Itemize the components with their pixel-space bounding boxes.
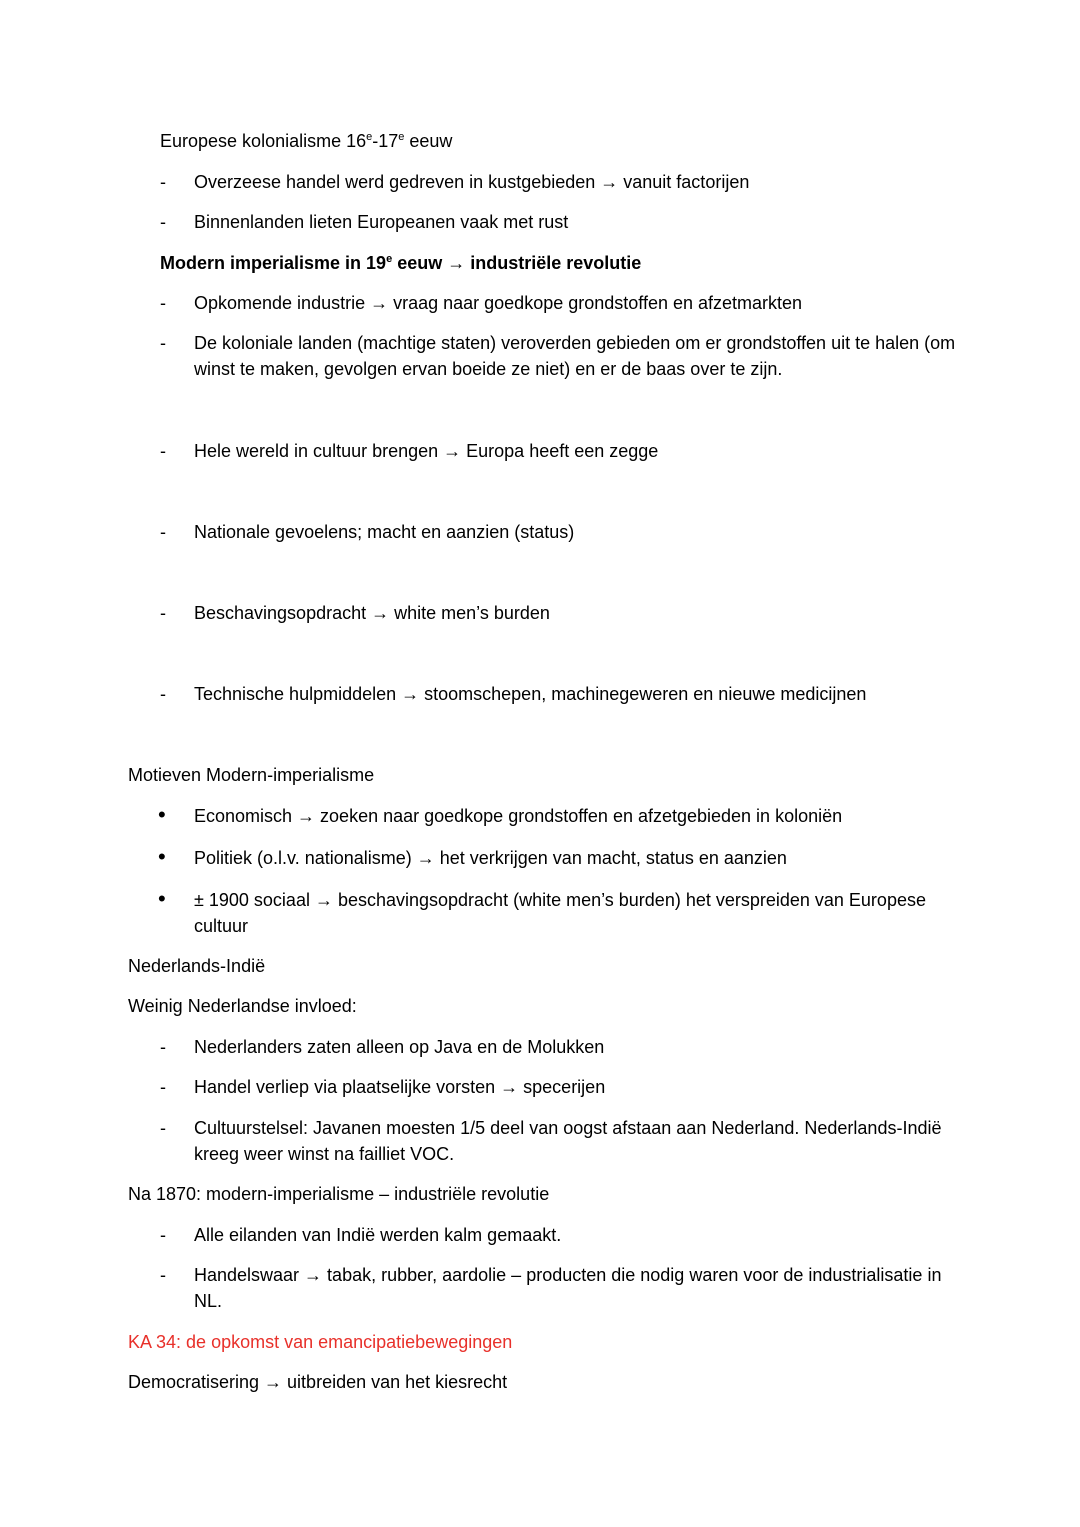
list-item: Cultuurstelsel: Javanen moesten 1/5 deel van oogst afstaan aan Nederland. Nederlands-Indië kreeg weer winst na failliet VOC. [194,1118,942,1164]
list-item: Alle eilanden van Indië werden kalm gemaakt. [194,1225,562,1245]
list-item: Nationale gevoelens; macht en aanzien (status) [194,522,575,542]
heading-dutch-east-indies: Nederlands-Indië [128,956,266,976]
list-item: Handel verliep via plaatselijke vorsten → specerijen [194,1077,606,1097]
list-item: Technische hulpmiddelen → stoomschepen, machinegeweren en nieuwe medicijnen [194,684,867,704]
dash-marker: - [160,603,166,623]
subheading-little-influence: Weinig Nederlandse invloed: [128,996,357,1016]
heading-ka34: KA 34: de opkomst van emancipatiebewegingen [128,1332,513,1352]
dash-marker: - [160,293,166,313]
dash-marker: - [160,684,166,704]
dash-marker: - [160,172,166,192]
list-item: ± 1900 sociaal → beschavingsopdracht (white men’s burden) het verspreiden van Europese cultuur [194,890,926,936]
dash-marker: - [160,333,166,353]
list-item: Binnenlanden lieten Europeanen vaak met rust [194,212,569,232]
dash-marker: - [160,212,166,232]
heading-motives: Motieven Modern-imperialisme [128,765,375,785]
list-item: Nederlanders zaten alleen op Java en de Molukken [194,1037,605,1057]
dash-marker: - [160,1118,166,1138]
bullet-marker: • [158,844,166,869]
list-item: De koloniale landen (machtige staten) veroverden gebieden om er grondstoffen uit te halen (om winst te maken, gevolgen ervan boeide ze niet) en er de baas over te zijn. [194,333,956,379]
bullet-marker: • [158,802,166,827]
dash-marker: - [160,1225,166,1245]
heading-modern-imperialism: Modern imperialisme in 19e eeuw → industriële revolutie [160,253,642,273]
dash-marker: - [160,1077,166,1097]
dash-marker: - [160,522,166,542]
list-item: Overzeese handel werd gedreven in kustgebieden → vanuit factorijen [194,172,750,192]
heading-after-1870: Na 1870: modern-imperialisme – industriële revolutie [128,1184,550,1204]
heading-european-colonialism: Europese kolonialisme 16e-17e eeuw [160,131,453,151]
dash-marker: - [160,441,166,461]
bullet-marker: • [158,886,166,911]
list-item: Hele wereld in cultuur brengen → Europa heeft een zegge [194,441,659,461]
list-item: Opkomende industrie → vraag naar goedkope grondstoffen en afzetmarkten [194,293,803,313]
dash-marker: - [160,1037,166,1057]
dash-marker: - [160,1265,166,1285]
list-item: Handelswaar → tabak, rubber, aardolie – producten die nodig waren voor de industrialisatie in NL. [194,1265,942,1311]
democratisation-line: Democratisering → uitbreiden van het kiesrecht [128,1372,508,1392]
list-item: Beschavingsopdracht → white men’s burden [194,603,550,623]
list-item: Politiek (o.l.v. nationalisme) → het verkrijgen van macht, status en aanzien [194,848,787,868]
list-item: Economisch → zoeken naar goedkope grondstoffen en afzetgebieden in koloniën [194,806,843,826]
